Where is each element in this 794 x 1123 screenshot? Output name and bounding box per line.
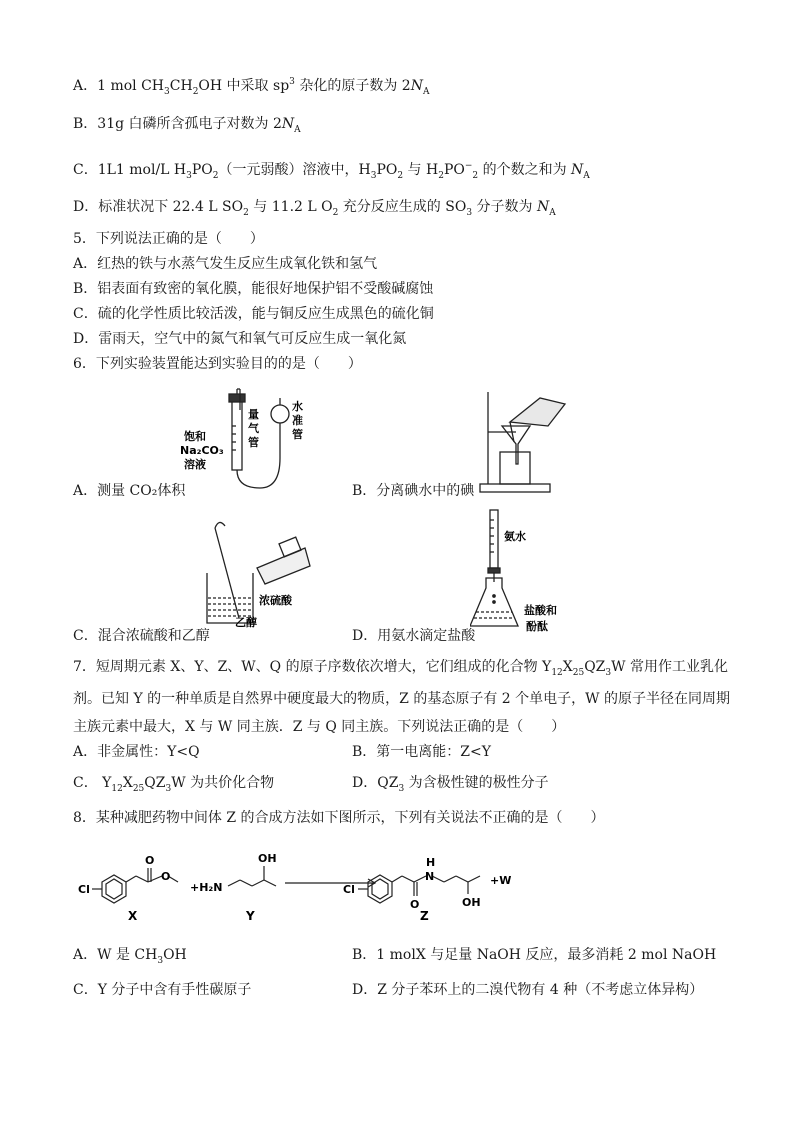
q5-option-d: D．雷雨天，空气中的氮气和氧气可反应生成一氧化氮 — [73, 331, 407, 347]
label-x: X — [128, 909, 138, 923]
q6-caption-c: C．混合浓硫酸和乙醇 — [73, 628, 210, 644]
burette-stopper — [229, 394, 245, 402]
burette-tube — [232, 400, 242, 470]
label-cl-z: Cl — [343, 883, 355, 896]
stand-base — [480, 484, 550, 492]
q6-caption-a: A．测量 CO₂体积 — [73, 483, 186, 499]
q4-option-a: A．1 mol $CH_3CH_2OH$ 中采取 $sp^3$ 杂化的原子数为 $2N_A$ — [73, 77, 430, 97]
label-phenolphthalein: 酚酞 — [526, 620, 548, 633]
q8-option-d: D．Z 分子苯环上的二溴代物有 4 种（不考虑立体异构） — [352, 982, 704, 998]
q7-stem-line-2: 剂。已知 Y 的一种单质是自然界中硬度最大的物质，Z 的基态原子有 2 个单电子，W 的原子半径在同周期 — [73, 691, 730, 707]
label-na2co3: Na₂CO₃ — [180, 444, 224, 457]
label-level-3: 管 — [292, 428, 303, 441]
q7-stem-line-3: 主族元素中最大，X 与 W 同主族．Z 与 Q 同主族。下列说法正确的是（ ） — [73, 719, 566, 735]
label-level-1: 水 — [292, 400, 303, 413]
label-plus-w: +W — [490, 874, 512, 887]
label-o-x-1: O — [145, 854, 155, 867]
filtration-apparatus-figure — [470, 382, 580, 497]
label-oh-z: OH — [462, 896, 481, 909]
label-burette-2: 气 — [248, 422, 259, 435]
leveling-bulb — [271, 405, 289, 423]
label-ethanol: 乙醇 — [235, 616, 257, 628]
label-ammonia: 氨水 — [504, 530, 526, 543]
q7-option-c: C． $Y_{12}X_{25}QZ_3W$ 为共价化合物 — [73, 775, 275, 794]
synthesis-reaction-figure — [70, 836, 720, 926]
q6-caption-b: B．分离碘水中的碘 — [352, 483, 475, 499]
mixing-apparatus-figure — [195, 518, 315, 628]
q7-option-a: A．非金属性：Y<Q — [73, 744, 200, 760]
q7-option-d: D．$QZ_3$ 为含极性键的极性分子 — [352, 775, 549, 794]
q5-option-a: A．红热的铁与水蒸气发生反应生成氧化铁和氢气 — [73, 256, 378, 272]
q8-option-b: B．1 molX 与足量 NaOH 反应，最多消耗 2 mol NaOH — [352, 947, 717, 963]
label-conc-sulfuric-acid: 浓硫酸 — [259, 594, 292, 607]
label-saturated: 饱和 — [184, 430, 206, 443]
label-burette-3: 管 — [248, 436, 259, 449]
pouring-beaker — [510, 398, 565, 426]
q7-stem-line-1: 7．短周期元素 X、Y、Z、W、Q 的原子序数依次增大，它们组成的化合物 $Y_{12}X_{25}QZ_3W$ 常用作工业乳化 — [73, 659, 728, 678]
q6-caption-d: D．用氨水滴定盐酸 — [352, 628, 476, 644]
label-level-2: 准 — [292, 414, 303, 427]
q8-option-c: C．Y 分子中含有手性碳原子 — [73, 982, 252, 998]
q5-option-c: C．硫的化学性质比较活泼，能与铜反应生成黑色的硫化铜 — [73, 306, 434, 322]
label-o-z: O — [410, 898, 420, 911]
label-z: Z — [420, 909, 429, 923]
q4-option-d: D．标准状况下 22.4 L $SO_2$ 与 11.2 L $O_2$ 充分反应生成的 $SO_3$ 分子数为 $N_A$ — [73, 199, 556, 218]
label-n-z: N — [425, 870, 435, 883]
label-y: Y — [246, 909, 255, 923]
q4-option-b: B．31g 白磷所含孤电子对数为 $2N_A$ — [73, 116, 301, 135]
label-cl-x: Cl — [78, 883, 90, 896]
label-h-z: H — [426, 856, 436, 869]
label-oh-y: OH — [258, 852, 277, 865]
label-hcl: 盐酸和 — [524, 604, 557, 617]
q5-stem: 5．下列说法正确的是（ ） — [73, 231, 264, 247]
beaker-lower — [500, 452, 530, 484]
titration-apparatus-figure — [470, 506, 580, 641]
q8-stem: 8．某种减肥药物中间体 Z 的合成方法如下图所示，下列有关说法不正确的是（ ） — [73, 810, 605, 826]
q4-option-c: C．1L1 mol/L $H_3PO_2$（一元弱酸）溶液中，$H_3PO_2$ 与 $H_2PO^-_2$ 的个数之和为 $N_A$ — [73, 161, 590, 181]
label-h2n: +H₂N — [190, 881, 223, 894]
burette — [490, 510, 498, 568]
q6-stem: 6．下列实验装置能达到实验目的的是（ ） — [73, 356, 362, 372]
q8-option-a: A．W 是 $CH_3OH$ — [73, 947, 187, 966]
q7-option-b: B．第一电离能：Z<Y — [352, 744, 491, 760]
label-solution: 溶液 — [184, 458, 206, 471]
label-burette-1: 量 — [248, 408, 259, 421]
label-o-x-2: O — [161, 870, 171, 883]
q5-option-b: B．铝表面有致密的氧化膜，能很好地保护铝不受酸碱腐蚀 — [73, 281, 434, 297]
gas-burette-apparatus-figure — [180, 388, 310, 498]
